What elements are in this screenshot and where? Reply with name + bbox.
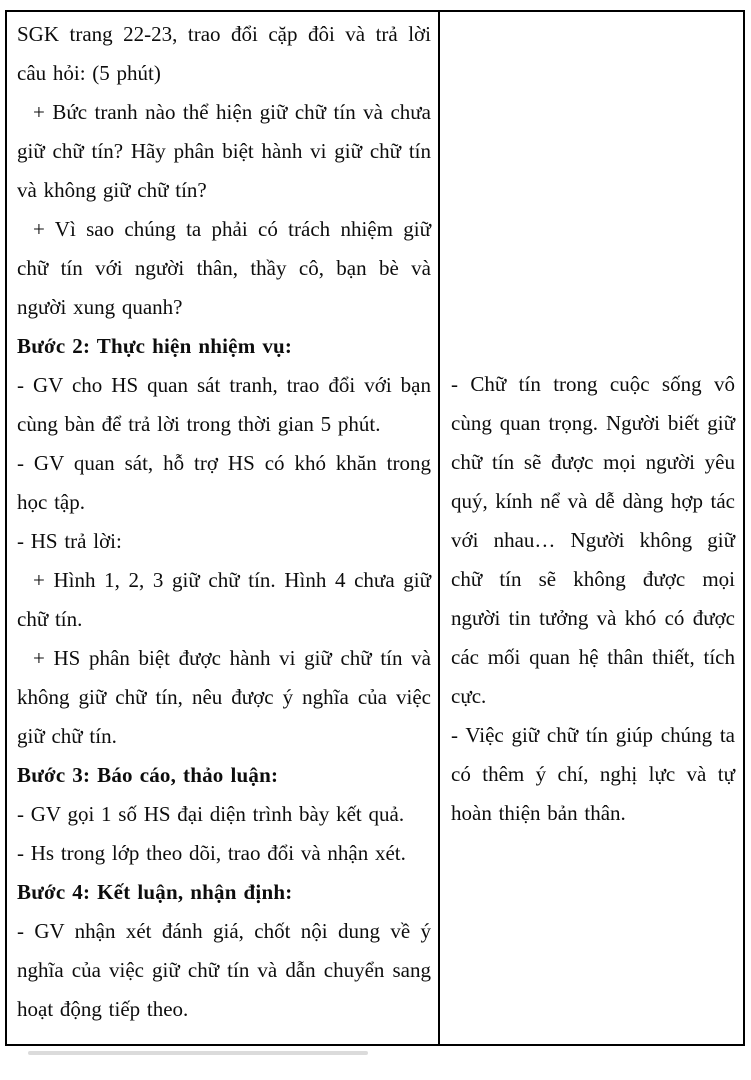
paragraph: - Việc giữ chữ tín giúp chúng ta có thêm ý chí, nghị lực và tự hoàn thiện bản thân.	[451, 723, 735, 825]
paragraph: - GV gọi 1 số HS đại diện trình bày kết quả.	[17, 802, 405, 826]
table-cell-activities	[7, 12, 440, 1044]
paragraph: - GV quan sát, hỗ trợ HS có khó khăn trong học tập.	[17, 451, 431, 514]
paragraph: + Bức tranh nào thể hiện giữ chữ tín và chưa giữ chữ tín? Hãy phân biệt hành vi giữ chữ tín và không giữ chữ tín?	[17, 100, 431, 202]
step-heading: Bước 4: Kết luận, nhận định:	[17, 880, 293, 904]
step-heading: Bước 2: Thực hiện nhiệm vụ:	[17, 334, 293, 358]
paragraph: + HS phân biệt được hành vi giữ chữ tín và không giữ chữ tín, nêu được ý nghĩa của việc giữ chữ tín.	[17, 646, 431, 748]
paragraph: + Vì sao chúng ta phải có trách nhiệm giữ chữ tín với người thân, thầy cô, bạn bè và người xung quanh?	[17, 217, 431, 319]
paragraph: + Hình 1, 2, 3 giữ chữ tín. Hình 4 chưa giữ chữ tín.	[17, 568, 431, 631]
scan-artifact	[28, 1051, 368, 1055]
paragraph: - GV nhận xét đánh giá, chốt nội dung về ý nghĩa của việc giữ chữ tín và dẫn chuyển sang hoạt động tiếp theo.	[17, 919, 431, 1021]
lesson-plan-table	[5, 10, 745, 1046]
paragraph: - GV cho HS quan sát tranh, trao đổi với bạn cùng bàn để trả lời trong thời gian 5 phút.	[17, 373, 431, 436]
paragraph: - HS trả lời:	[17, 529, 122, 553]
paragraph: - Hs trong lớp theo dõi, trao đổi và nhận xét.	[17, 841, 406, 865]
step-heading: Bước 3: Báo cáo, thảo luận:	[17, 763, 279, 787]
paragraph: SGK trang 22-23, trao đổi cặp đôi và trả lời câu hỏi: (5 phút)	[17, 22, 431, 85]
paragraph: - Chữ tín trong cuộc sống vô cùng quan trọng. Người biết giữ chữ tín sẽ được mọi người yêu quý, kính nể và dễ dàng hợp tác với nhau… Người không giữ chữ tín sẽ không được mọi người tin tưởng và khó có được các mối quan hệ thân thiết, tích cực.	[451, 372, 735, 708]
table-cell-content	[440, 12, 743, 1044]
